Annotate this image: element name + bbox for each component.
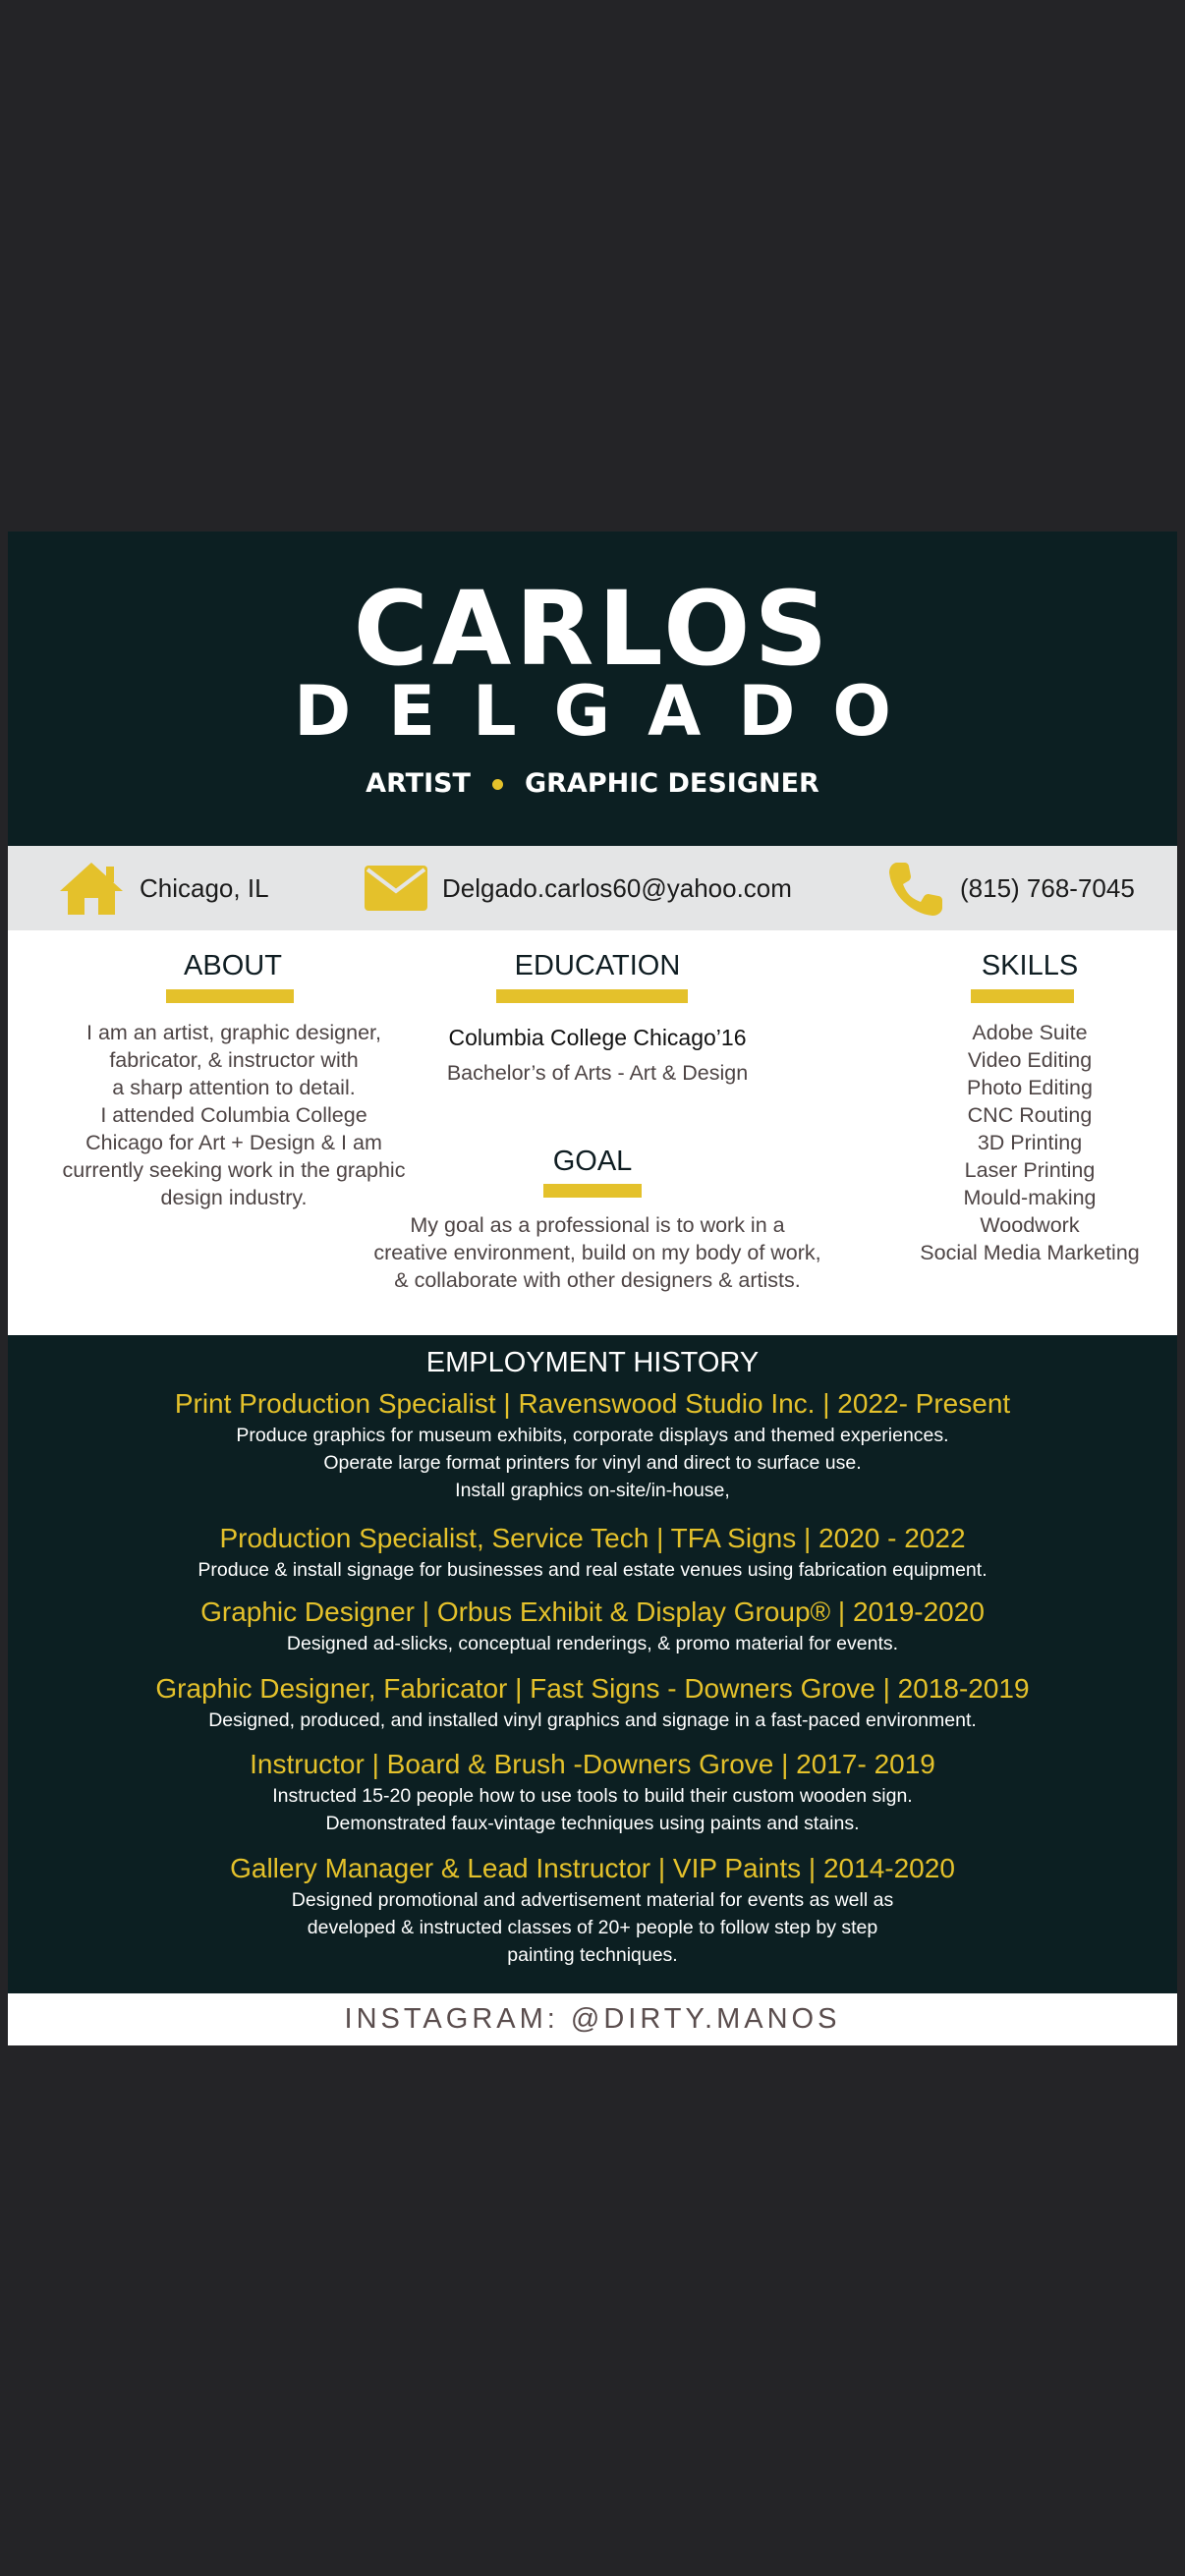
job-desc-line: Designed promotional and advertisement material for events as well as [291,1889,894,1911]
contact-email[interactable] [364,846,792,930]
job-desc-line: painting techniques. [507,1944,678,1966]
job-desc-line: Install graphics on-site/in-house, [455,1480,730,1501]
job-entry [8,1851,1177,1969]
job-desc-line: Operate large format printers for vinyl and direct to surface use. [323,1452,862,1474]
contact-phone[interactable] [887,846,1135,930]
education-school: Columbia College Chicago’16 [448,1025,747,1050]
job-entry [8,1521,1177,1584]
goal-line: & collaborate with other designers & artists. [394,1268,801,1292]
skills-list [892,1019,1167,1266]
contact-bar [8,846,1177,930]
email-text[interactable]: Delgado.carlos60@yahoo.com [442,872,792,903]
job-entry [8,1671,1177,1734]
about-line: I attended Columbia College [100,1103,367,1127]
job-desc-line: Produce & install signage for businesses and real estate venues using fabrication equipment. [198,1559,988,1581]
job-desc-line: Produce graphics for museum exhibits, corporate displays and themed experiences. [236,1425,949,1446]
goal-underline [543,1184,642,1198]
education-degree: Bachelor’s of Arts - Art & Design [446,1061,749,1085]
education-underline [496,989,688,1003]
skill-item: Adobe Suite [972,1021,1088,1044]
job-entry [8,1747,1177,1837]
mail-icon [364,864,428,913]
about-line: Chicago for Art + Design & I am [85,1131,382,1154]
skill-item: 3D Printing [977,1131,1083,1154]
job-title: Print Production Specialist | Ravenswood Studio Inc. | 2022- Present [174,1388,1011,1419]
goal-line: creative environment, build on my body of work, [373,1241,821,1264]
last-name: DELGADO [294,671,929,752]
about-heading: ABOUT [184,950,282,981]
resume-header [8,532,1177,846]
about-line: currently seeking work in the graphic [62,1158,406,1182]
first-name: CARLOS [353,569,832,689]
home-icon [57,859,126,918]
job-desc-line: Instructed 15-20 people how to use tools to build their custom wooden sign. [272,1785,913,1807]
job-desc-line: Demonstrated faux-vintage techniques using paints and stains. [325,1813,860,1834]
goal-text [347,1211,848,1294]
phone-icon [887,859,946,918]
job-desc-line: Designed ad-slicks, conceptual renderings, & promo material for events. [286,1633,899,1654]
goal-heading: GOAL [552,1146,633,1177]
skill-item: Video Editing [967,1048,1093,1072]
skill-item: Photo Editing [967,1076,1093,1099]
job-title: Graphic Designer | Orbus Exhibit & Display Group® | 2019-2020 [200,1596,985,1627]
bullet-dot [492,779,503,790]
education-heading: EDUCATION [514,950,681,981]
about-line: design industry. [160,1186,308,1209]
skills-underline [971,989,1074,1003]
job-entry [8,1595,1177,1657]
goal-line: My goal as a professional is to work in a [410,1213,785,1237]
title-graphic-designer: GRAPHIC DESIGNER [524,768,819,799]
skill-item: Social Media Marketing [920,1241,1140,1264]
job-title: Gallery Manager & Lead Instructor | VIP Paints | 2014-2020 [230,1853,955,1883]
employment-heading: EMPLOYMENT HISTORY [425,1347,760,1378]
job-title: Instructor | Board & Brush -Downers Grove | 2017- 2019 [250,1749,935,1779]
job-title: Graphic Designer, Fabricator | Fast Signs - Downers Grove | 2018-2019 [155,1673,1030,1704]
about-underline [166,989,294,1003]
job-desc-line: Designed, produced, and installed vinyl graphics and signage in a fast-paced environment. [208,1709,977,1731]
location-text: Chicago, IL [140,872,269,903]
skill-item: Mould-making [963,1186,1097,1209]
skills-heading: SKILLS [981,950,1079,981]
about-line: I am an artist, graphic designer, [86,1021,381,1044]
instagram-footer[interactable]: INSTAGRAM: @DIRTY.MANOS [8,1993,1177,2045]
contact-location [57,846,269,930]
employment-section [8,1335,1177,1993]
about-text [28,1019,440,1211]
about-line: a sharp attention to detail. [112,1076,356,1099]
job-desc-line: developed & instructed classes of 20+ people to follow step by step [307,1917,878,1938]
job-title: Production Specialist, Service Tech | TFA Signs | 2020 - 2022 [219,1523,966,1553]
skill-item: Woodwork [980,1213,1080,1237]
job-titles [8,767,1177,801]
about-line: fabricator, & instructor with [109,1048,359,1072]
job-entry [8,1386,1177,1504]
skill-item: Laser Printing [964,1158,1096,1182]
skill-item: CNC Routing [967,1103,1093,1127]
title-artist: ARTIST [366,768,471,799]
resume-page [8,532,1177,2045]
phone-text[interactable]: (815) 768-7045 [960,872,1135,903]
